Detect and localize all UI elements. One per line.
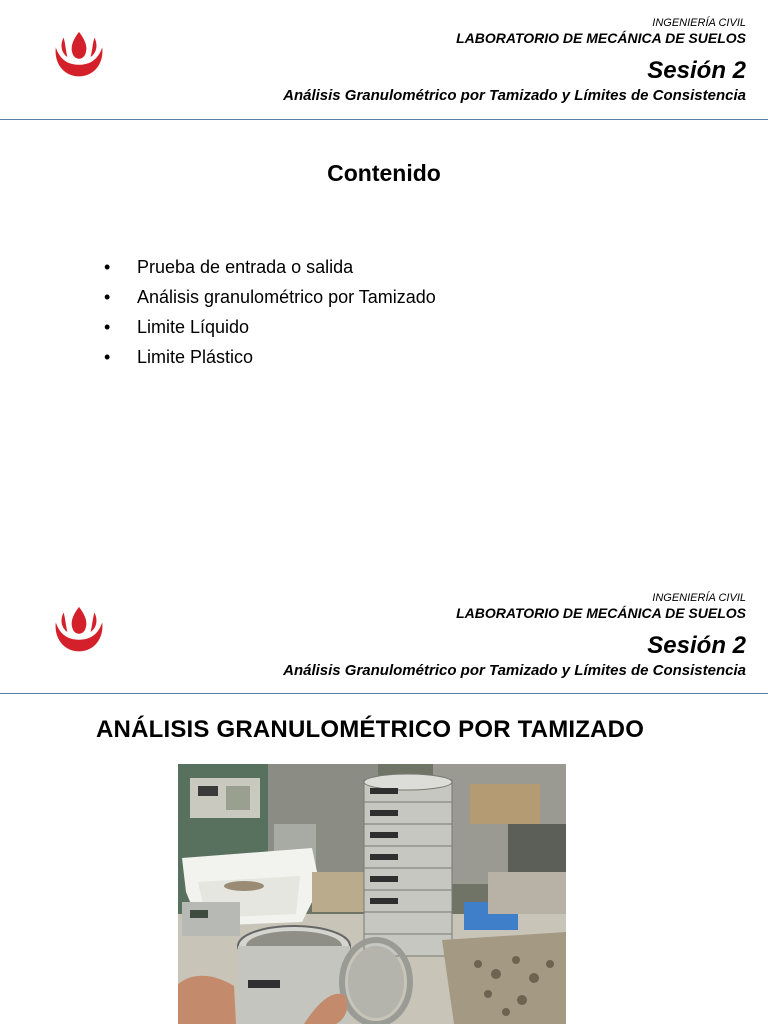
upc-flame-logo-icon	[50, 603, 108, 661]
list-item	[104, 282, 436, 312]
lab-name: LABORATORIO DE MECÁNICA DE SUELOS	[456, 605, 746, 621]
slide-analisis	[0, 576, 768, 1024]
lab-name: LABORATORIO DE MECÁNICA DE SUELOS	[456, 30, 746, 46]
bullet-icon: •	[104, 257, 111, 277]
bullet-icon: •	[104, 317, 111, 337]
sieve-stack-photo	[178, 764, 566, 1024]
list-item-text: Análisis granulométrico por Tamizado	[137, 287, 436, 307]
header-divider	[0, 693, 768, 694]
slide-title: Contenido	[327, 160, 441, 186]
slide-header	[283, 16, 746, 105]
list-item	[104, 252, 436, 282]
upc-flame-logo-icon	[50, 28, 108, 86]
department-label: INGENIERÍA CIVIL	[652, 592, 746, 604]
session-number: Sesión 2	[647, 632, 746, 659]
list-item-text: Limite Plástico	[137, 347, 254, 367]
header-divider	[0, 119, 768, 120]
slide-header	[283, 591, 746, 680]
list-item	[104, 312, 436, 342]
list-item	[104, 342, 436, 372]
content-list	[104, 252, 436, 372]
bullet-icon: •	[104, 287, 111, 307]
bullet-icon: •	[104, 347, 111, 367]
session-subtitle: Análisis Granulométrico por Tamizado y Límites de Consistencia	[283, 662, 746, 679]
list-item-text: Prueba de entrada o salida	[137, 257, 354, 277]
session-number: Sesión 2	[647, 57, 746, 84]
list-item-text: Limite Líquido	[137, 317, 250, 337]
section-title: ANÁLISIS GRANULOMÉTRICO POR TAMIZADO	[96, 716, 645, 743]
department-label: INGENIERÍA CIVIL	[652, 17, 746, 29]
session-subtitle: Análisis Granulométrico por Tamizado y Límites de Consistencia	[283, 87, 746, 104]
